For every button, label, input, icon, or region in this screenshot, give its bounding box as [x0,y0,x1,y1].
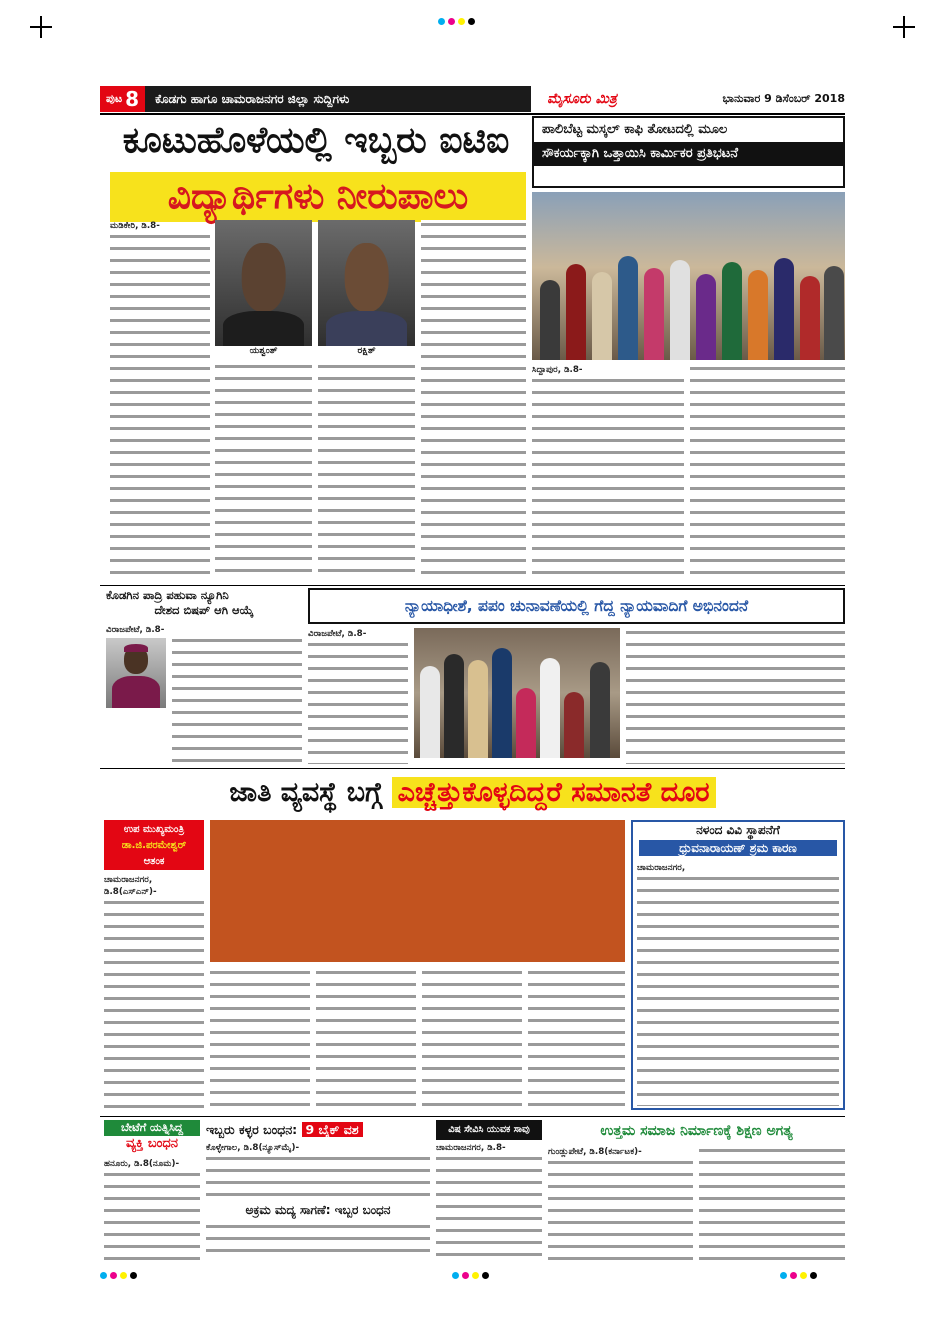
lead-headline-line1: ಕೂಟುಹೊಳೆಯಲ್ಲಿ ಇಬ್ಬರು ಐಟಿಐ [122,120,510,161]
coffee-dateline: ಸಿದ್ದಾಪುರ, ಡಿ.8- [532,365,583,375]
page-number-badge [100,86,145,112]
page-header [100,86,845,112]
hunting-dateline: ಹನೂರು, ಡಿ.8(ನೂಮ)- [104,1159,180,1169]
section-title: ಕೊಡಗು ಹಾಗೂ ಚಾಮರಾಜನಗರ ಜಿಲ್ಲಾ ಸುದ್ದಿಗಳು [145,86,531,112]
bishop-portrait [106,638,166,708]
education-story-column-1 [548,1146,693,1260]
caste-kicker [104,820,204,870]
poison-headline: ವಿಷ ಸೇವಿಸಿ ಯುವಕ ಸಾವು [436,1120,542,1140]
judge-headline: ನ್ಯಾಯಾಧೀಶೆ, ಪಪಂ ಚುನಾವಣೆಯಲ್ಲಿ ಗೆದ್ದ ನ್ಯಾಯವಾದಿಗೆ ಅಭಿನಂದನೆ [308,588,845,624]
photo-rakshith [318,220,415,346]
kicker-line2: ಡಾ.ಜಿ.ಪರಮೇಶ್ವರ್ [121,840,187,851]
coffee-story-column-2 [690,364,845,580]
theft-body-text [206,1154,430,1200]
print-marks [0,14,945,44]
poison-dateline: ಚಾಮರಾಜನಗರ, ಡಿ.8- [436,1143,506,1153]
caste-story-column-1 [104,874,204,1110]
coffee-headline-box [532,116,845,188]
bishop-headline-line1: ಕೊಡಗಿನ ಪಾದ್ರಿ ಪಹುವಾ ನ್ಯೂಗಿನಿ [106,588,229,602]
issue-date: ಭಾನುವಾರ 9 ಡಿಸೆಂಬರ್ 2018 [722,92,845,105]
photo-caption-left: ಯಶ್ವಂತ್ [215,346,312,356]
poison-story-column [436,1142,542,1260]
judge-body-text [308,640,408,764]
kicker-line3: ಆತಂಕ [143,856,165,867]
education-body-text [548,1158,693,1260]
coffee-protest-photo [532,192,845,360]
liquor-story-column [206,1222,430,1260]
felicitation-photo [414,628,620,758]
judge-photo-caption [414,762,620,764]
color-bar [780,1272,817,1279]
bishop-dateline: ವಿರಾಜಪೇಟೆ, ಡಿ.8- [106,625,165,635]
color-bar [100,1272,137,1279]
page-label: ಪುಟ [106,92,123,105]
lead-story-column-1 [110,220,210,580]
hunting-story-column [104,1158,200,1260]
page-number: 8 [125,87,140,111]
caste-headline-part1: ಜಾತಿ ವ್ಯವಸ್ಥೆ ಬಗ್ಗೆ [229,777,383,808]
judge-dateline: ವಿರಾಜಪೇಟೆ, ಡಿ.8- [308,629,367,639]
coffee-body-text [532,376,684,580]
judge-story-column-1 [308,628,408,764]
header-rule [100,113,845,115]
kicker-line1: ಉಪ ಮುಖ್ಯಮಂತ್ರಿ [123,824,185,835]
caste-headline-part2: ಎಚ್ಚೆತ್ತುಕೊಳ್ಳದಿದ್ದರೆ ಸಮಾನತೆ ದೂರ [392,777,716,808]
coffee-story-column-1 [532,364,684,580]
newspaper-page [100,80,845,1260]
nalanda-body-text [637,874,839,1106]
photo-yashwanth [215,220,312,346]
theft-story-column [206,1142,430,1200]
education-headline: ಉತ್ತಮ ಸಮಾಜ ನಿರ್ಮಾಣಕ್ಕೆ ಶಿಕ್ಷಣ ಅಗತ್ಯ [600,1123,793,1139]
poison-body-text [436,1154,542,1260]
caste-headline [100,772,845,814]
nalanda-headline-line2: ಧ್ರುವನಾರಾಯಣ್ ಶ್ರಮ ಕಾರಣ [639,840,837,856]
bishop-headline-line2: ದೇಶದ ಬಿಷಪ್ ಆಗಿ ಆಯ್ಕೆ [154,603,254,617]
section-divider [100,768,845,769]
masthead: ಮೈಸೂರು ಮಿತ್ರ [547,91,617,107]
lead-body-text [110,232,210,580]
liquor-headline: ಅಕ್ರಮ ಮದ್ಯ ಸಾಗಣೆ: ಇಬ್ಬರ ಬಂಧನ [245,1203,391,1217]
nalanda-dateline: ಚಾಮರಾಜನಗರ, [637,863,686,873]
lead-story-column-2 [215,362,312,580]
caste-story-column-3 [316,968,416,1110]
theft-headline-part2: 9 ಬೈಕ್ ವಶ [302,1122,363,1137]
lead-story-column-4 [421,220,526,580]
registration-mark-icon [893,16,915,38]
section-divider [100,1116,845,1117]
theft-headline [206,1120,430,1140]
coffee-headline-line2: ಸೌಕರ್ಯಕ್ಕಾಗಿ ಒತ್ತಾಯಿಸಿ ಕಾರ್ಮಿಕರ ಪ್ರತಿಭಟನೆ [534,142,843,166]
nalanda-story-column [637,862,839,1106]
lead-dateline: ಮಡಿಕೇರಿ, ಡಿ.8- [110,221,160,231]
theft-headline-part1: ಇಬ್ಬರು ಕಳ್ಳರ ಬಂಧನ: [206,1122,298,1137]
caste-story-column-5 [528,968,625,1110]
caste-dateline: ಚಾಮರಾಜನಗರ, ಡಿ.8(ಎಸ್‌ಎನ್)- [104,875,157,897]
theft-dateline: ಕೊಳ್ಳೇಗಾಲ, ಡಿ.8(ನ್ಯೂಸ್‌ಮೈ)- [206,1143,300,1153]
caste-story-column-2 [210,968,310,1110]
education-story-column-2 [699,1146,845,1260]
hunting-headline [104,1120,200,1152]
ceremony-stage-photo [210,820,625,962]
registration-mark-icon [30,16,52,38]
photo-caption-right: ರಕ್ಷಿತ್ [318,346,415,356]
lead-headline-line2: ವಿದ್ಯಾರ್ಥಿಗಳು ನೀರುಪಾಲು [110,172,526,222]
nalanda-headline [633,822,843,858]
education-dateline: ಗುಂಡ್ಲುಪೇಟೆ, ಡಿ.8(ಕರ್ನಾಟಕ)- [548,1147,642,1157]
bishop-body-text [172,636,302,764]
caste-story-column-4 [422,968,522,1110]
hunting-headline-line2: ವ್ಯಕ್ತಿ ಬಂಧನ [125,1136,179,1151]
hunting-body-text [104,1170,200,1260]
judge-story-column-2 [626,628,845,764]
caste-body-text [104,898,204,1110]
lead-story-column-3 [318,362,415,580]
section-divider [100,585,845,586]
hunting-headline-line1: ಬೇಟೆಗೆ ಯತ್ನಿಸಿದ್ದ [104,1120,200,1136]
coffee-headline-line1: ಪಾಲಿಬೆಟ್ಟ ಮಸ್ಕಲ್ ಕಾಫಿ ತೋಟದಲ್ಲಿ ಮೂಲ [542,122,728,137]
print-marks-bottom [0,1272,945,1302]
nalanda-headline-line1: ನಳಂದ ವಿವಿ ಸ್ಥಾಪನೆಗೆ [696,823,780,837]
bishop-headline [106,588,302,618]
color-bar [438,18,475,25]
color-bar [452,1272,489,1279]
